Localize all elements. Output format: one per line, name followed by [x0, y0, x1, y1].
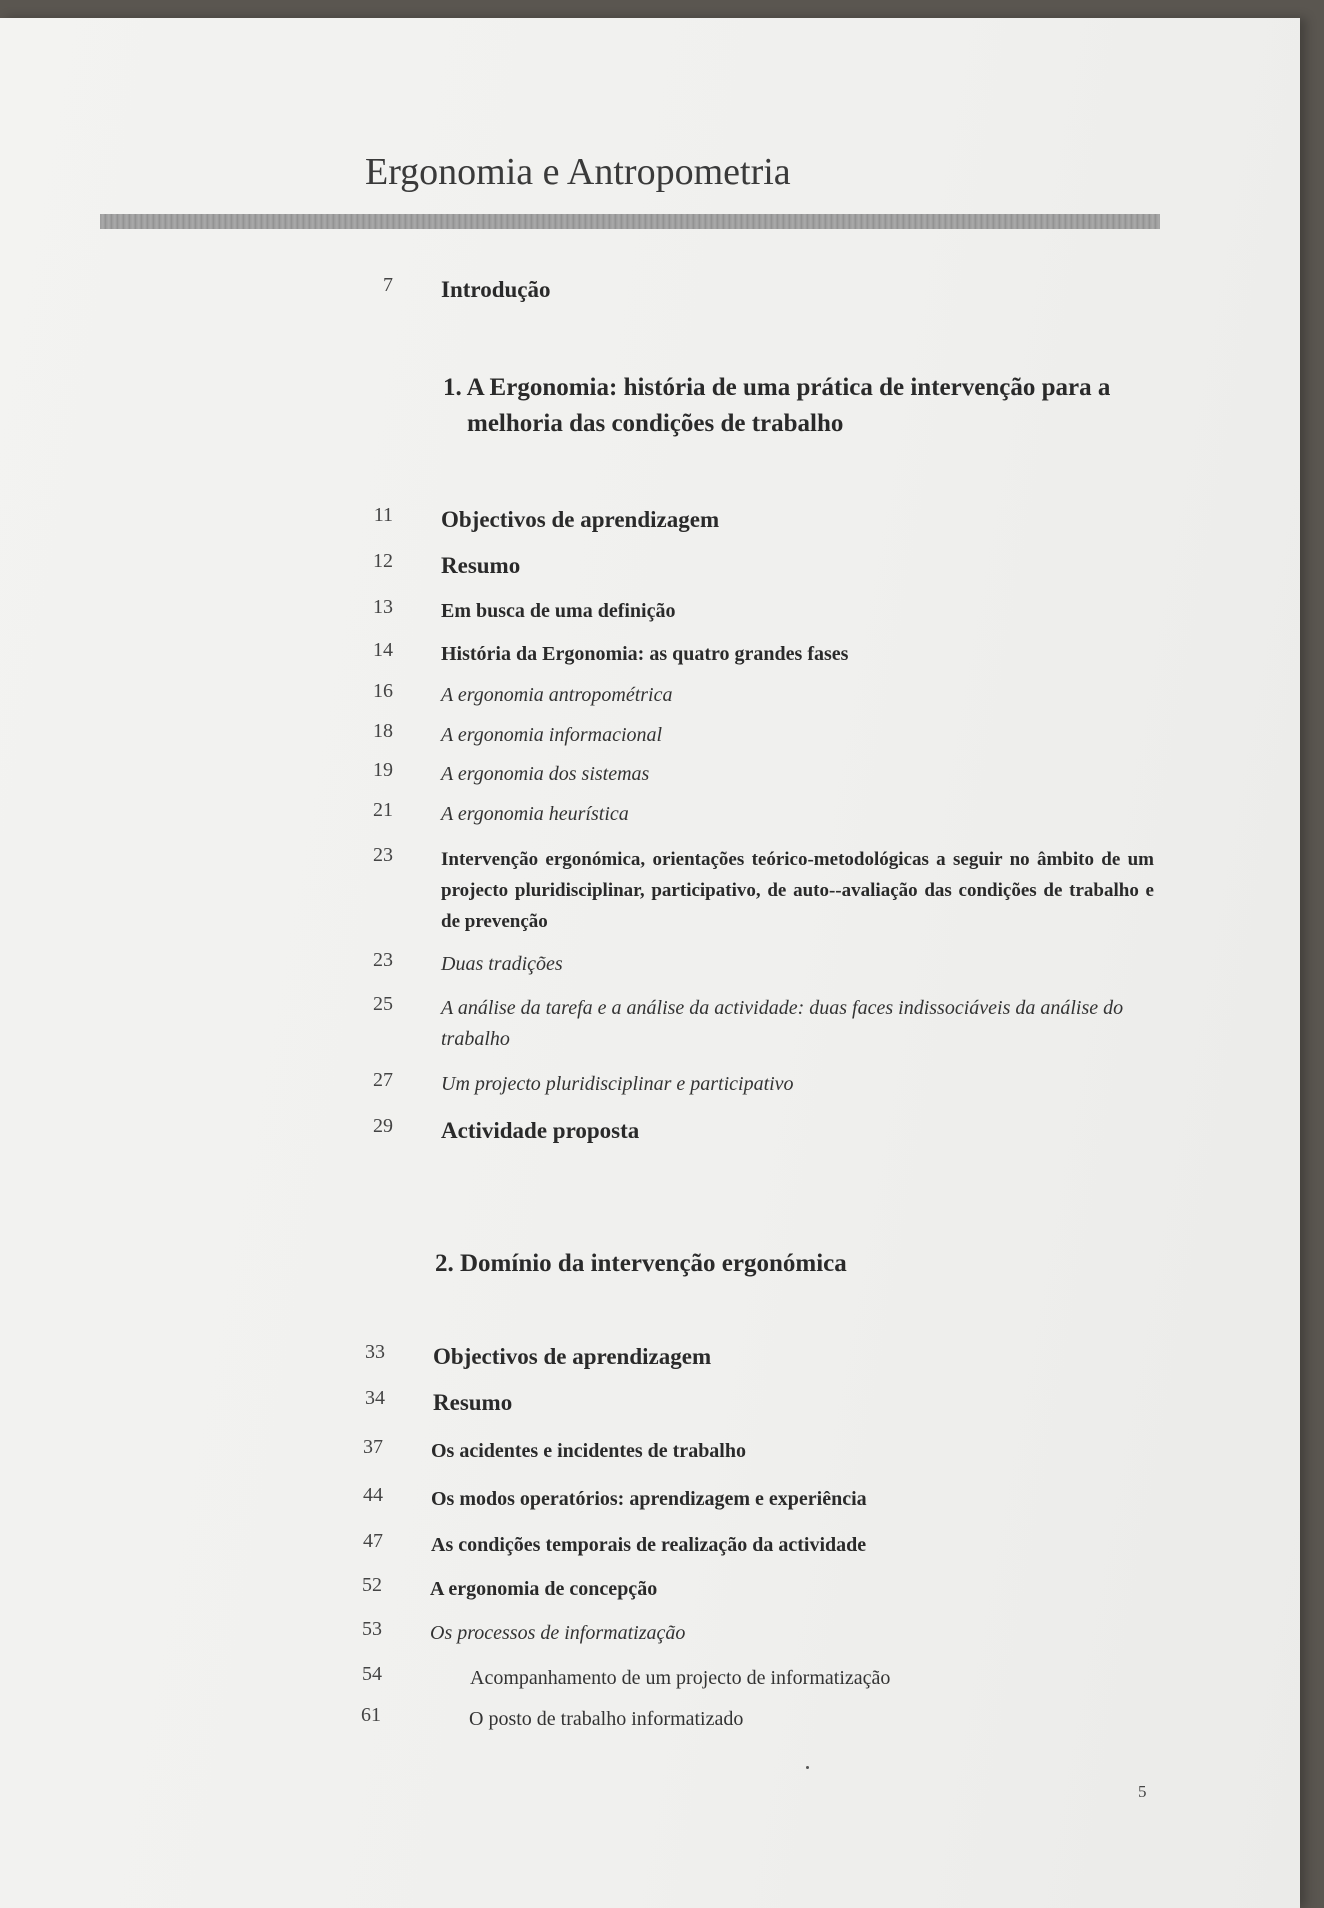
toc-page-number: 33 — [365, 1341, 385, 1363]
toc-entry[interactable] — [338, 1618, 685, 1649]
page-number: 5 — [1138, 1782, 1147, 1801]
toc-entry-title: A ergonomia de concepção — [430, 1578, 658, 1600]
toc-entry[interactable] — [349, 550, 520, 581]
toc-entry-title: Em busca de uma definição — [441, 600, 676, 622]
toc-entry[interactable] — [341, 1387, 512, 1418]
toc-entry[interactable] — [349, 639, 848, 670]
toc-entry-title: A ergonomia informacional — [441, 724, 663, 746]
toc-entry-title: As condições temporais de realização da actividade — [431, 1534, 867, 1556]
toc-entry[interactable] — [349, 504, 719, 535]
toc-entry[interactable] — [349, 844, 1154, 937]
toc-entry[interactable] — [349, 1069, 794, 1100]
toc-entry-title: Actividade proposta — [441, 1118, 640, 1143]
toc-page-number: 23 — [373, 844, 393, 866]
toc-page-number: 54 — [362, 1663, 382, 1685]
chapter-title: Domínio da intervenção ergonómica — [460, 1250, 847, 1277]
toc-page-number: 61 — [361, 1704, 381, 1726]
toc-page-number: 37 — [363, 1436, 383, 1458]
toc-entry[interactable] — [349, 680, 672, 711]
toc-entry-title: História da Ergonomia: as quatro grandes fases — [441, 643, 849, 665]
toc-entry[interactable] — [341, 1341, 711, 1372]
toc-entry-title: Os processos de informatização — [430, 1622, 686, 1644]
toc-entry-title: O posto de trabalho informatizado — [469, 1708, 744, 1730]
toc-page-number: 52 — [362, 1574, 382, 1596]
toc-entry-title: A ergonomia heurística — [441, 803, 629, 825]
ink-dot — [806, 1766, 809, 1769]
toc-page-number: 53 — [362, 1618, 382, 1640]
toc-entry[interactable] — [349, 720, 662, 751]
toc-entry[interactable] — [349, 799, 629, 830]
toc-page-number: 23 — [373, 949, 393, 971]
toc-entry[interactable] — [339, 1530, 866, 1561]
toc-entry[interactable] — [349, 949, 563, 980]
document-page — [0, 18, 1300, 1908]
toc-entry-title: Objectivos de aprendizagem — [441, 507, 720, 532]
toc-entry-title: Resumo — [441, 553, 521, 578]
chapter-2-heading — [435, 1246, 847, 1282]
toc-entry-title: Resumo — [433, 1390, 513, 1415]
toc-entry-title: Duas tradições — [441, 953, 563, 975]
toc-page-number: 16 — [373, 680, 393, 702]
toc-entry-title: Objectivos de aprendizagem — [433, 1344, 712, 1369]
toc-entry-title: A ergonomia dos sistemas — [441, 763, 650, 785]
toc-entry-intro[interactable] — [349, 274, 551, 305]
toc-entry-title: Intervenção ergonómica, orientações teórico-metodológicas a seguir no âmbito de um projecto pluridisciplinar, participativo, de auto--avaliação das condições de trabalho e de prevenção — [441, 849, 1154, 932]
chapter-1-heading — [443, 370, 1187, 442]
toc-entry[interactable] — [337, 1704, 743, 1735]
toc-page-number: 27 — [373, 1069, 393, 1091]
toc-entry[interactable] — [349, 993, 1154, 1055]
toc-entry[interactable] — [349, 1115, 639, 1146]
toc-page-number: 29 — [373, 1115, 393, 1137]
toc-page-number: 13 — [373, 596, 393, 618]
toc-entry[interactable] — [339, 1484, 867, 1515]
toc-entry[interactable] — [338, 1663, 890, 1694]
chapter-title: A Ergonomia: história de uma prática de intervenção para a melhoria das condições de trabalho — [466, 374, 1111, 437]
toc-page-number: 25 — [373, 993, 393, 1015]
toc-entry-title: Um projecto pluridisciplinar e participativo — [441, 1073, 794, 1095]
toc-page-number: 11 — [373, 504, 393, 526]
toc-entry-title: A ergonomia antropométrica — [441, 684, 673, 706]
toc-entry-title: Acompanhamento de um projecto de informatização — [470, 1667, 891, 1689]
toc-page-number: 7 — [383, 274, 393, 296]
toc-entry[interactable] — [338, 1574, 657, 1605]
toc-page-number: 14 — [373, 639, 393, 661]
toc-entry[interactable] — [339, 1436, 746, 1467]
toc-page-number: 47 — [363, 1530, 383, 1552]
toc-entry-title: Os modos operatórios: aprendizagem e experiência — [431, 1488, 867, 1510]
chapter-number: 1. — [443, 374, 462, 401]
toc-page-number: 44 — [363, 1484, 383, 1506]
chapter-number: 2. — [435, 1250, 454, 1277]
toc-entry[interactable] — [349, 759, 649, 790]
toc-entry-title: A análise da tarefa e a análise da actividade: duas faces indissociáveis da análise do trabalho — [441, 997, 1124, 1050]
toc-page-number: 18 — [373, 720, 393, 742]
toc-entry-title: Os acidentes e incidentes de trabalho — [431, 1440, 746, 1462]
book-title: Ergonomia e Antropometria — [365, 151, 791, 193]
toc-entry-title: Introdução — [441, 277, 551, 302]
toc-page-number: 34 — [365, 1387, 385, 1409]
toc-entry[interactable] — [349, 596, 675, 627]
toc-page-number: 19 — [373, 759, 393, 781]
toc-page-number: 12 — [373, 550, 393, 572]
header-rule — [100, 214, 1160, 229]
toc-page-number: 21 — [373, 799, 393, 821]
